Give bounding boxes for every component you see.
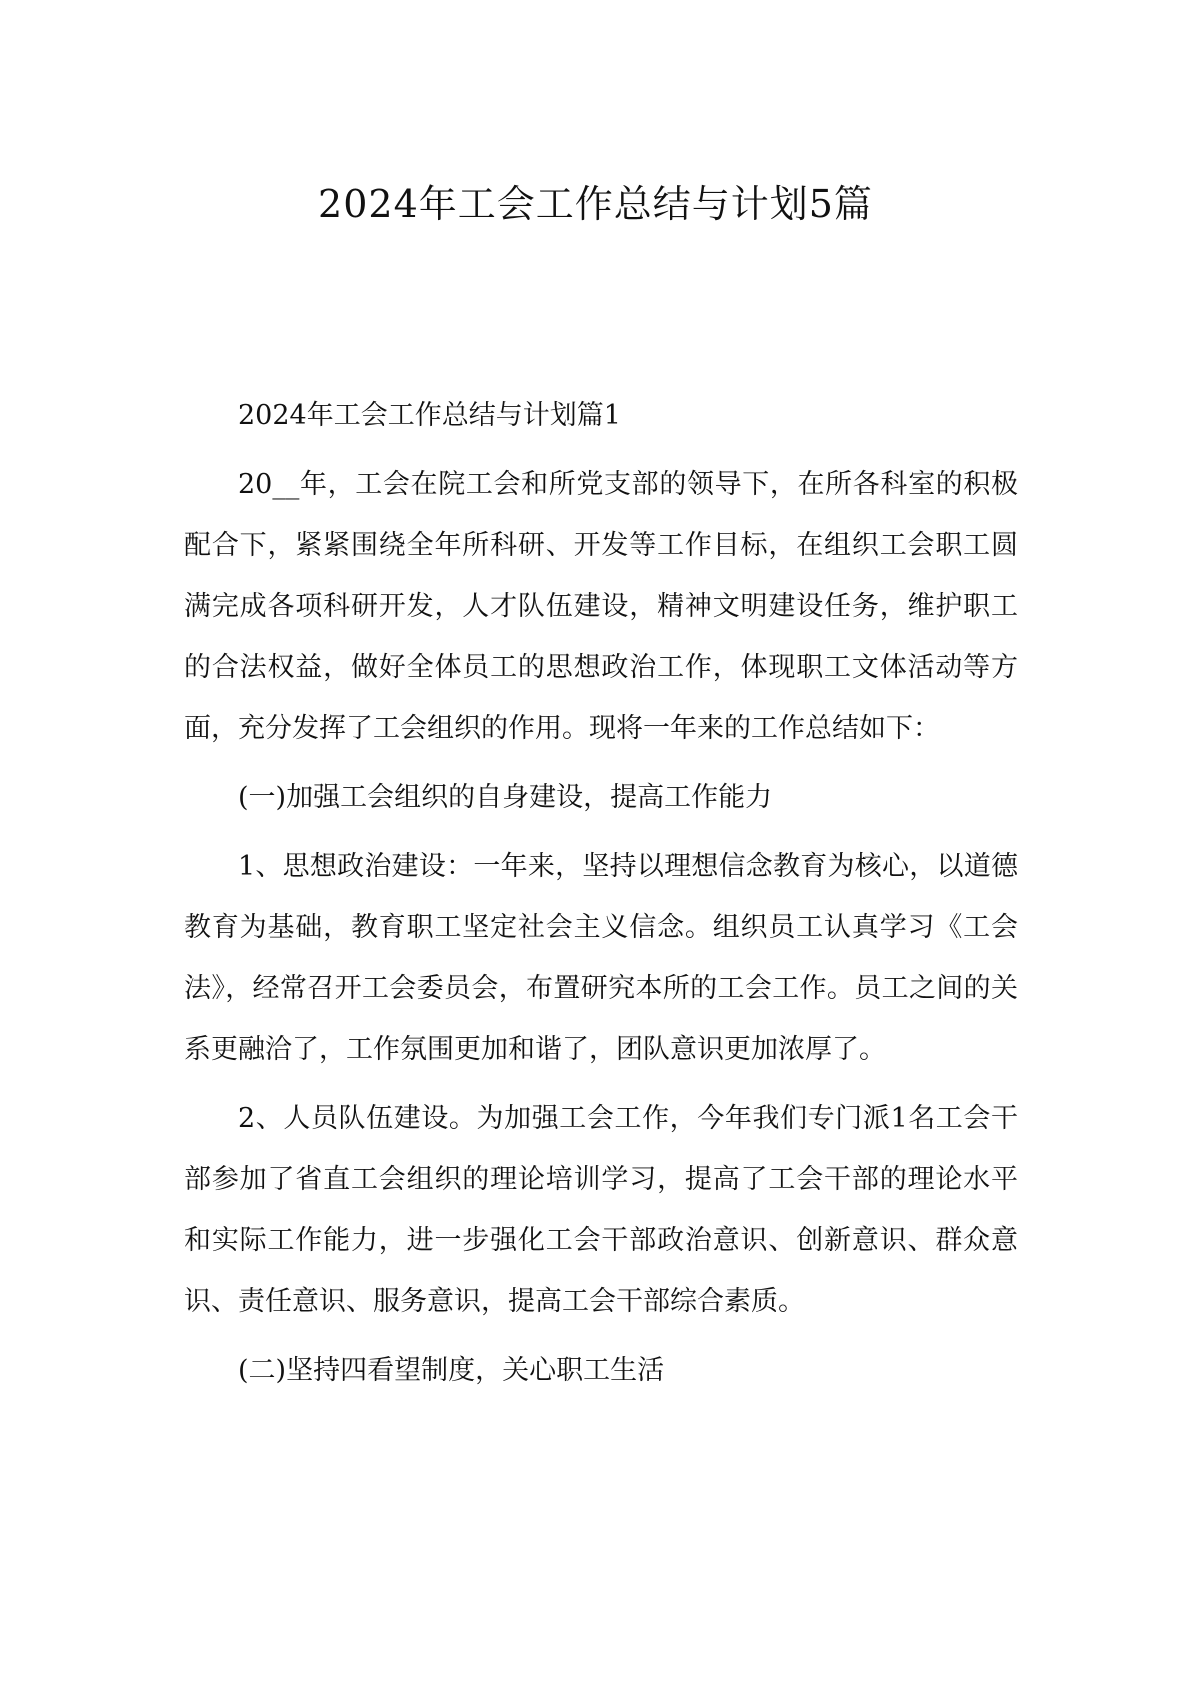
document-title: 2024年工会工作总结与计划5篇: [318, 182, 873, 226]
paragraph-item-2: 2、人员队伍建设。为加强工会工作，今年我们专门派1名工会干部参加了省直工会组织的理论培训学习，提高了工会干部的理论水平和实际工作能力，进一步强化工会干部政治意识、创新意识、群众意识、责任意识、服务意识，提高工会干部综合素质。: [184, 1103, 1018, 1317]
subsection-heading-1: (一)加强工会组织的自身建设，提高工作能力: [238, 782, 773, 813]
section-heading-1: 2024年工会工作总结与计划篇1: [238, 400, 621, 431]
paragraph-intro: 20__年，工会在院工会和所党支部的领导下，在所各科室的积极配合下，紧紧围绕全年所科研、开发等工作目标，在组织工会职工圆满完成各项科研开发，人才队伍建设，精神文明建设任务，维护职工的合法权益，做好全体员工的思想政治工作，体现职工文体活动等方面，充分发挥了工会组织的作用。现将一年来的工作总结如下：: [184, 469, 1018, 744]
subsection-heading-2: (二)坚持四看望制度，关心职工生活: [238, 1355, 665, 1386]
document-body: [184, 385, 1018, 1409]
paragraph-item-1: 1、思想政治建设：一年来，坚持以理想信念教育为核心，以道德教育为基础，教育职工坚定社会主义信念。组织员工认真学习《工会法》，经常召开工会委员会，布置研究本所的工会工作。员工之间的关系更融洽了，工作氛围更加和谐了，团队意识更加浓厚了。: [184, 851, 1018, 1065]
